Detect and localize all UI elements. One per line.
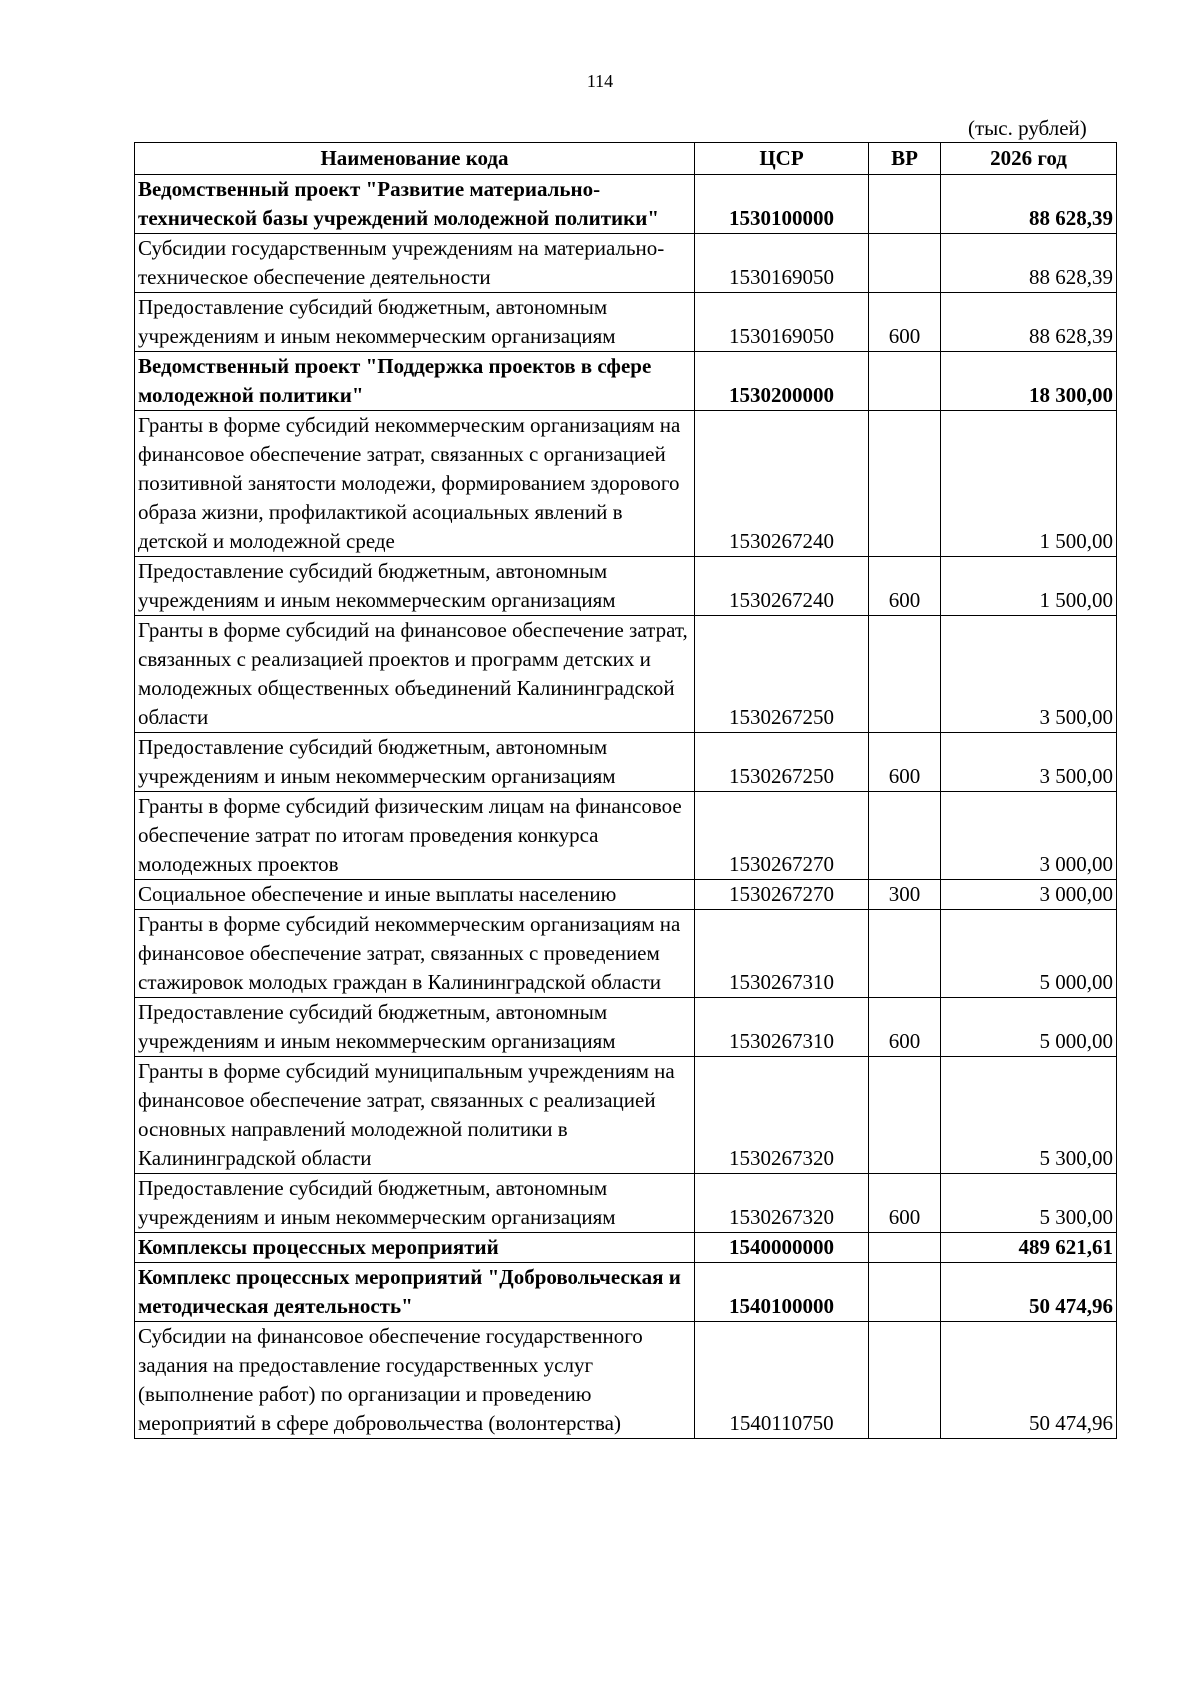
page-number: 114 xyxy=(586,71,614,91)
row-vr: 600 xyxy=(869,1174,941,1233)
row-csr: 1530267270 xyxy=(695,880,869,910)
row-csr: 1540110750 xyxy=(695,1322,869,1439)
row-name: Ведомственный проект "Поддержка проектов в сфере молодежной политики" xyxy=(135,352,695,411)
row-amount: 88 628,39 xyxy=(941,293,1117,352)
row-name: Ведомственный проект "Развитие материально-технической базы учреждений молодежной политики" xyxy=(135,175,695,234)
row-name: Социальное обеспечение и иные выплаты населению xyxy=(135,880,695,910)
row-amount: 88 628,39 xyxy=(941,175,1117,234)
table-row xyxy=(135,1233,1117,1263)
header-name: Наименование кода xyxy=(135,143,695,175)
table-row xyxy=(135,557,1117,616)
row-csr: 1530200000 xyxy=(695,352,869,411)
table-row xyxy=(135,792,1117,880)
row-csr: 1530267250 xyxy=(695,616,869,733)
row-vr xyxy=(869,1263,941,1322)
row-vr xyxy=(869,1057,941,1174)
row-csr: 1530169050 xyxy=(695,234,869,293)
table-row xyxy=(135,733,1117,792)
row-vr: 600 xyxy=(869,998,941,1057)
row-amount: 50 474,96 xyxy=(941,1263,1117,1322)
table-row xyxy=(135,1263,1117,1322)
units-label: (тыс. рублей) xyxy=(968,116,1087,140)
table-row xyxy=(135,175,1117,234)
row-amount: 489 621,61 xyxy=(941,1233,1117,1263)
row-amount: 1 500,00 xyxy=(941,557,1117,616)
row-vr xyxy=(869,910,941,998)
row-name: Субсидии на финансовое обеспечение государственного задания на предоставление государственных услуг (выполнение работ) по организации и проведению мероприятий в сфере добровольчества (волонтерства) xyxy=(135,1322,695,1439)
row-amount: 88 628,39 xyxy=(941,234,1117,293)
row-csr: 1530267240 xyxy=(695,557,869,616)
table-row xyxy=(135,352,1117,411)
row-csr: 1530267310 xyxy=(695,910,869,998)
table-header-row xyxy=(135,143,1117,175)
header-year: 2026 год xyxy=(941,143,1117,175)
row-amount: 18 300,00 xyxy=(941,352,1117,411)
row-amount: 3 500,00 xyxy=(941,733,1117,792)
row-vr xyxy=(869,1322,941,1439)
row-name: Гранты в форме субсидий на финансовое обеспечение затрат, связанных с реализацией проектов и программ детских и молодежных общественных объединений Калининградской области xyxy=(135,616,695,733)
row-csr: 1530267320 xyxy=(695,1174,869,1233)
table-row xyxy=(135,1322,1117,1439)
row-name: Комплексы процессных мероприятий xyxy=(135,1233,695,1263)
row-amount: 5 300,00 xyxy=(941,1174,1117,1233)
header-vr: ВР xyxy=(869,143,941,175)
row-amount: 5 000,00 xyxy=(941,910,1117,998)
row-name: Гранты в форме субсидий некоммерческим организациям на финансовое обеспечение затрат, связанных с проведением стажировок молодых граждан в Калининградской области xyxy=(135,910,695,998)
table-row xyxy=(135,411,1117,557)
row-vr xyxy=(869,792,941,880)
table-row xyxy=(135,234,1117,293)
row-amount: 5 300,00 xyxy=(941,1057,1117,1174)
row-csr: 1530267250 xyxy=(695,733,869,792)
row-csr: 1530267240 xyxy=(695,411,869,557)
row-vr xyxy=(869,352,941,411)
row-vr xyxy=(869,1233,941,1263)
header-csr: ЦСР xyxy=(695,143,869,175)
table-row xyxy=(135,1174,1117,1233)
row-csr: 1540100000 xyxy=(695,1263,869,1322)
budget-table xyxy=(134,142,1117,1439)
row-csr: 1530267320 xyxy=(695,1057,869,1174)
row-csr: 1530267310 xyxy=(695,998,869,1057)
row-amount: 3 500,00 xyxy=(941,616,1117,733)
row-name: Предоставление субсидий бюджетным, автономным учреждениям и иным некоммерческим организациям xyxy=(135,733,695,792)
row-vr: 300 xyxy=(869,880,941,910)
table-row xyxy=(135,293,1117,352)
row-name: Предоставление субсидий бюджетным, автономным учреждениям и иным некоммерческим организациям xyxy=(135,557,695,616)
row-amount: 50 474,96 xyxy=(941,1322,1117,1439)
row-name: Гранты в форме субсидий некоммерческим организациям на финансовое обеспечение затрат, связанных с организацией позитивной занятости молодежи, формированием здорового образа жизни, профилактикой асоциальных явлений в детской и молодежной среде xyxy=(135,411,695,557)
row-csr: 1530100000 xyxy=(695,175,869,234)
row-csr: 1530169050 xyxy=(695,293,869,352)
row-amount: 3 000,00 xyxy=(941,792,1117,880)
row-csr: 1540000000 xyxy=(695,1233,869,1263)
row-name: Субсидии государственным учреждениям на материально-техническое обеспечение деятельности xyxy=(135,234,695,293)
row-name: Гранты в форме субсидий муниципальным учреждениям на финансовое обеспечение затрат, связанных с реализацией основных направлений молодежной политики в Калининградской области xyxy=(135,1057,695,1174)
row-name: Гранты в форме субсидий физическим лицам на финансовое обеспечение затрат по итогам проведения конкурса молодежных проектов xyxy=(135,792,695,880)
row-name: Предоставление субсидий бюджетным, автономным учреждениям и иным некоммерческим организациям xyxy=(135,1174,695,1233)
row-name: Предоставление субсидий бюджетным, автономным учреждениям и иным некоммерческим организациям xyxy=(135,998,695,1057)
table-row xyxy=(135,1057,1117,1174)
row-amount: 5 000,00 xyxy=(941,998,1117,1057)
row-amount: 3 000,00 xyxy=(941,880,1117,910)
table-row xyxy=(135,910,1117,998)
row-csr: 1530267270 xyxy=(695,792,869,880)
row-name: Предоставление субсидий бюджетным, автономным учреждениям и иным некоммерческим организациям xyxy=(135,293,695,352)
row-name: Комплекс процессных мероприятий "Добровольческая и методическая деятельность" xyxy=(135,1263,695,1322)
row-vr: 600 xyxy=(869,557,941,616)
row-vr xyxy=(869,175,941,234)
table-row xyxy=(135,998,1117,1057)
table-row xyxy=(135,616,1117,733)
row-vr: 600 xyxy=(869,733,941,792)
row-vr xyxy=(869,234,941,293)
table-row xyxy=(135,880,1117,910)
row-vr: 600 xyxy=(869,293,941,352)
row-vr xyxy=(869,616,941,733)
row-amount: 1 500,00 xyxy=(941,411,1117,557)
row-vr xyxy=(869,411,941,557)
